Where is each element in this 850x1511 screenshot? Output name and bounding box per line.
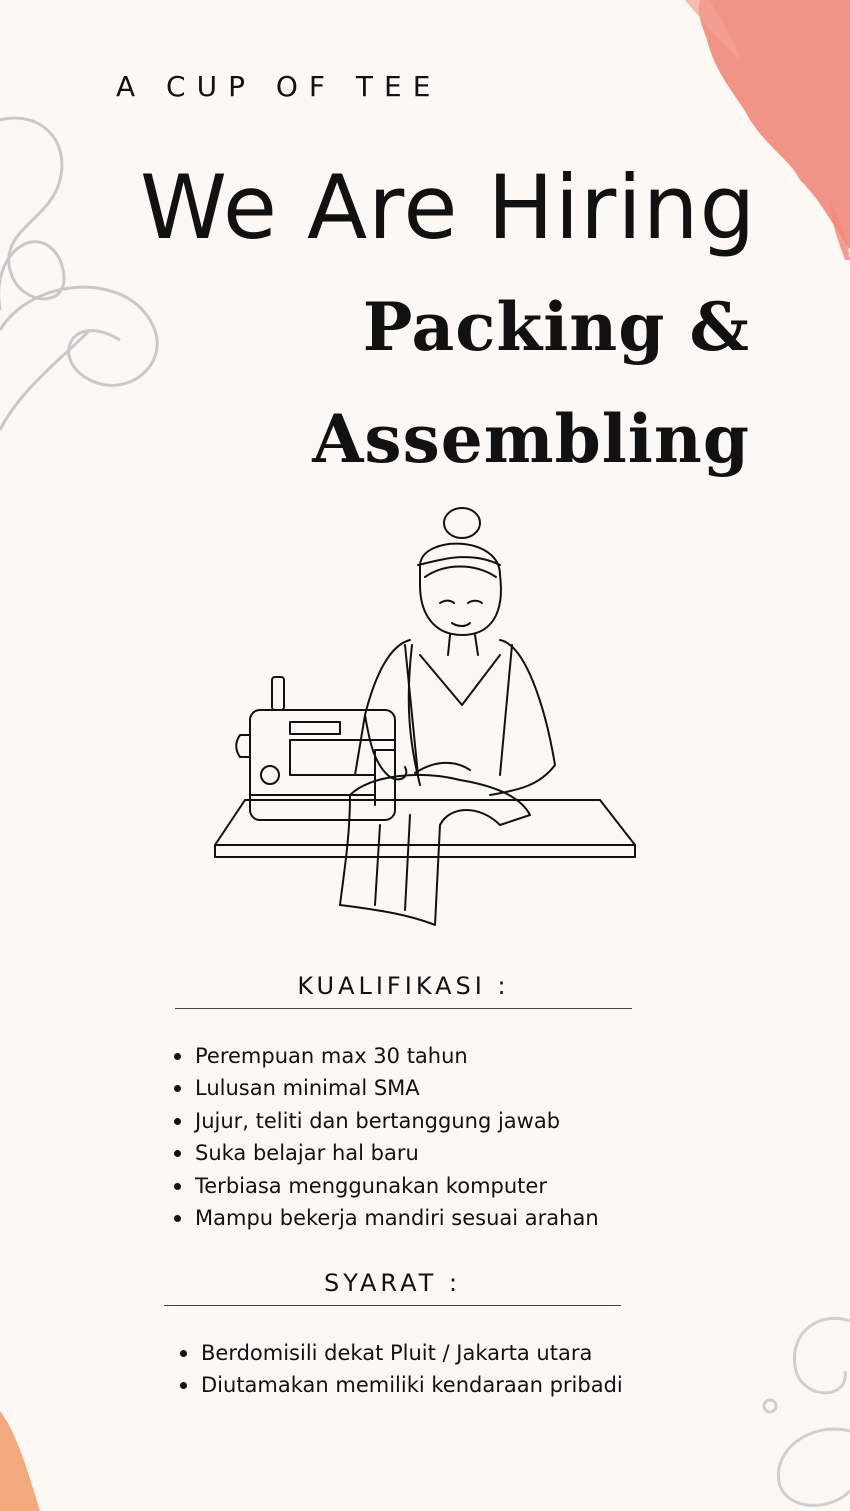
divider (164, 1305, 621, 1306)
list-item: Suka belajar hal baru (174, 1137, 599, 1169)
syarat-heading: SYARAT : (323, 1269, 462, 1297)
divider (175, 1008, 632, 1009)
position-title-line2: Assembling (312, 400, 750, 478)
position-title-line1: Packing & (362, 288, 750, 366)
syarat-list (180, 1337, 623, 1402)
list-item: Perempuan max 30 tahun (174, 1040, 599, 1072)
swirl-line-decoration (750, 1311, 850, 1511)
sewing-woman-illustration (200, 505, 650, 935)
kualifikasi-heading: KUALIFIKASI : (297, 972, 510, 1000)
page-title: We Are Hiring (140, 156, 757, 259)
brand-name: A CUP OF TEE (116, 70, 442, 103)
list-item: Terbiasa menggunakan komputer (174, 1170, 599, 1202)
list-item: Mampu bekerja mandiri sesuai arahan (174, 1202, 599, 1234)
list-item: Berdomisili dekat Pluit / Jakarta utara (180, 1337, 623, 1369)
brush-stroke-decoration (0, 1401, 60, 1511)
list-item: Diutamakan memiliki kendaraan pribadi (180, 1369, 623, 1401)
kualifikasi-list (174, 1040, 599, 1234)
list-item: Jujur, teliti dan bertanggung jawab (174, 1105, 599, 1137)
list-item: Lulusan minimal SMA (174, 1072, 599, 1104)
